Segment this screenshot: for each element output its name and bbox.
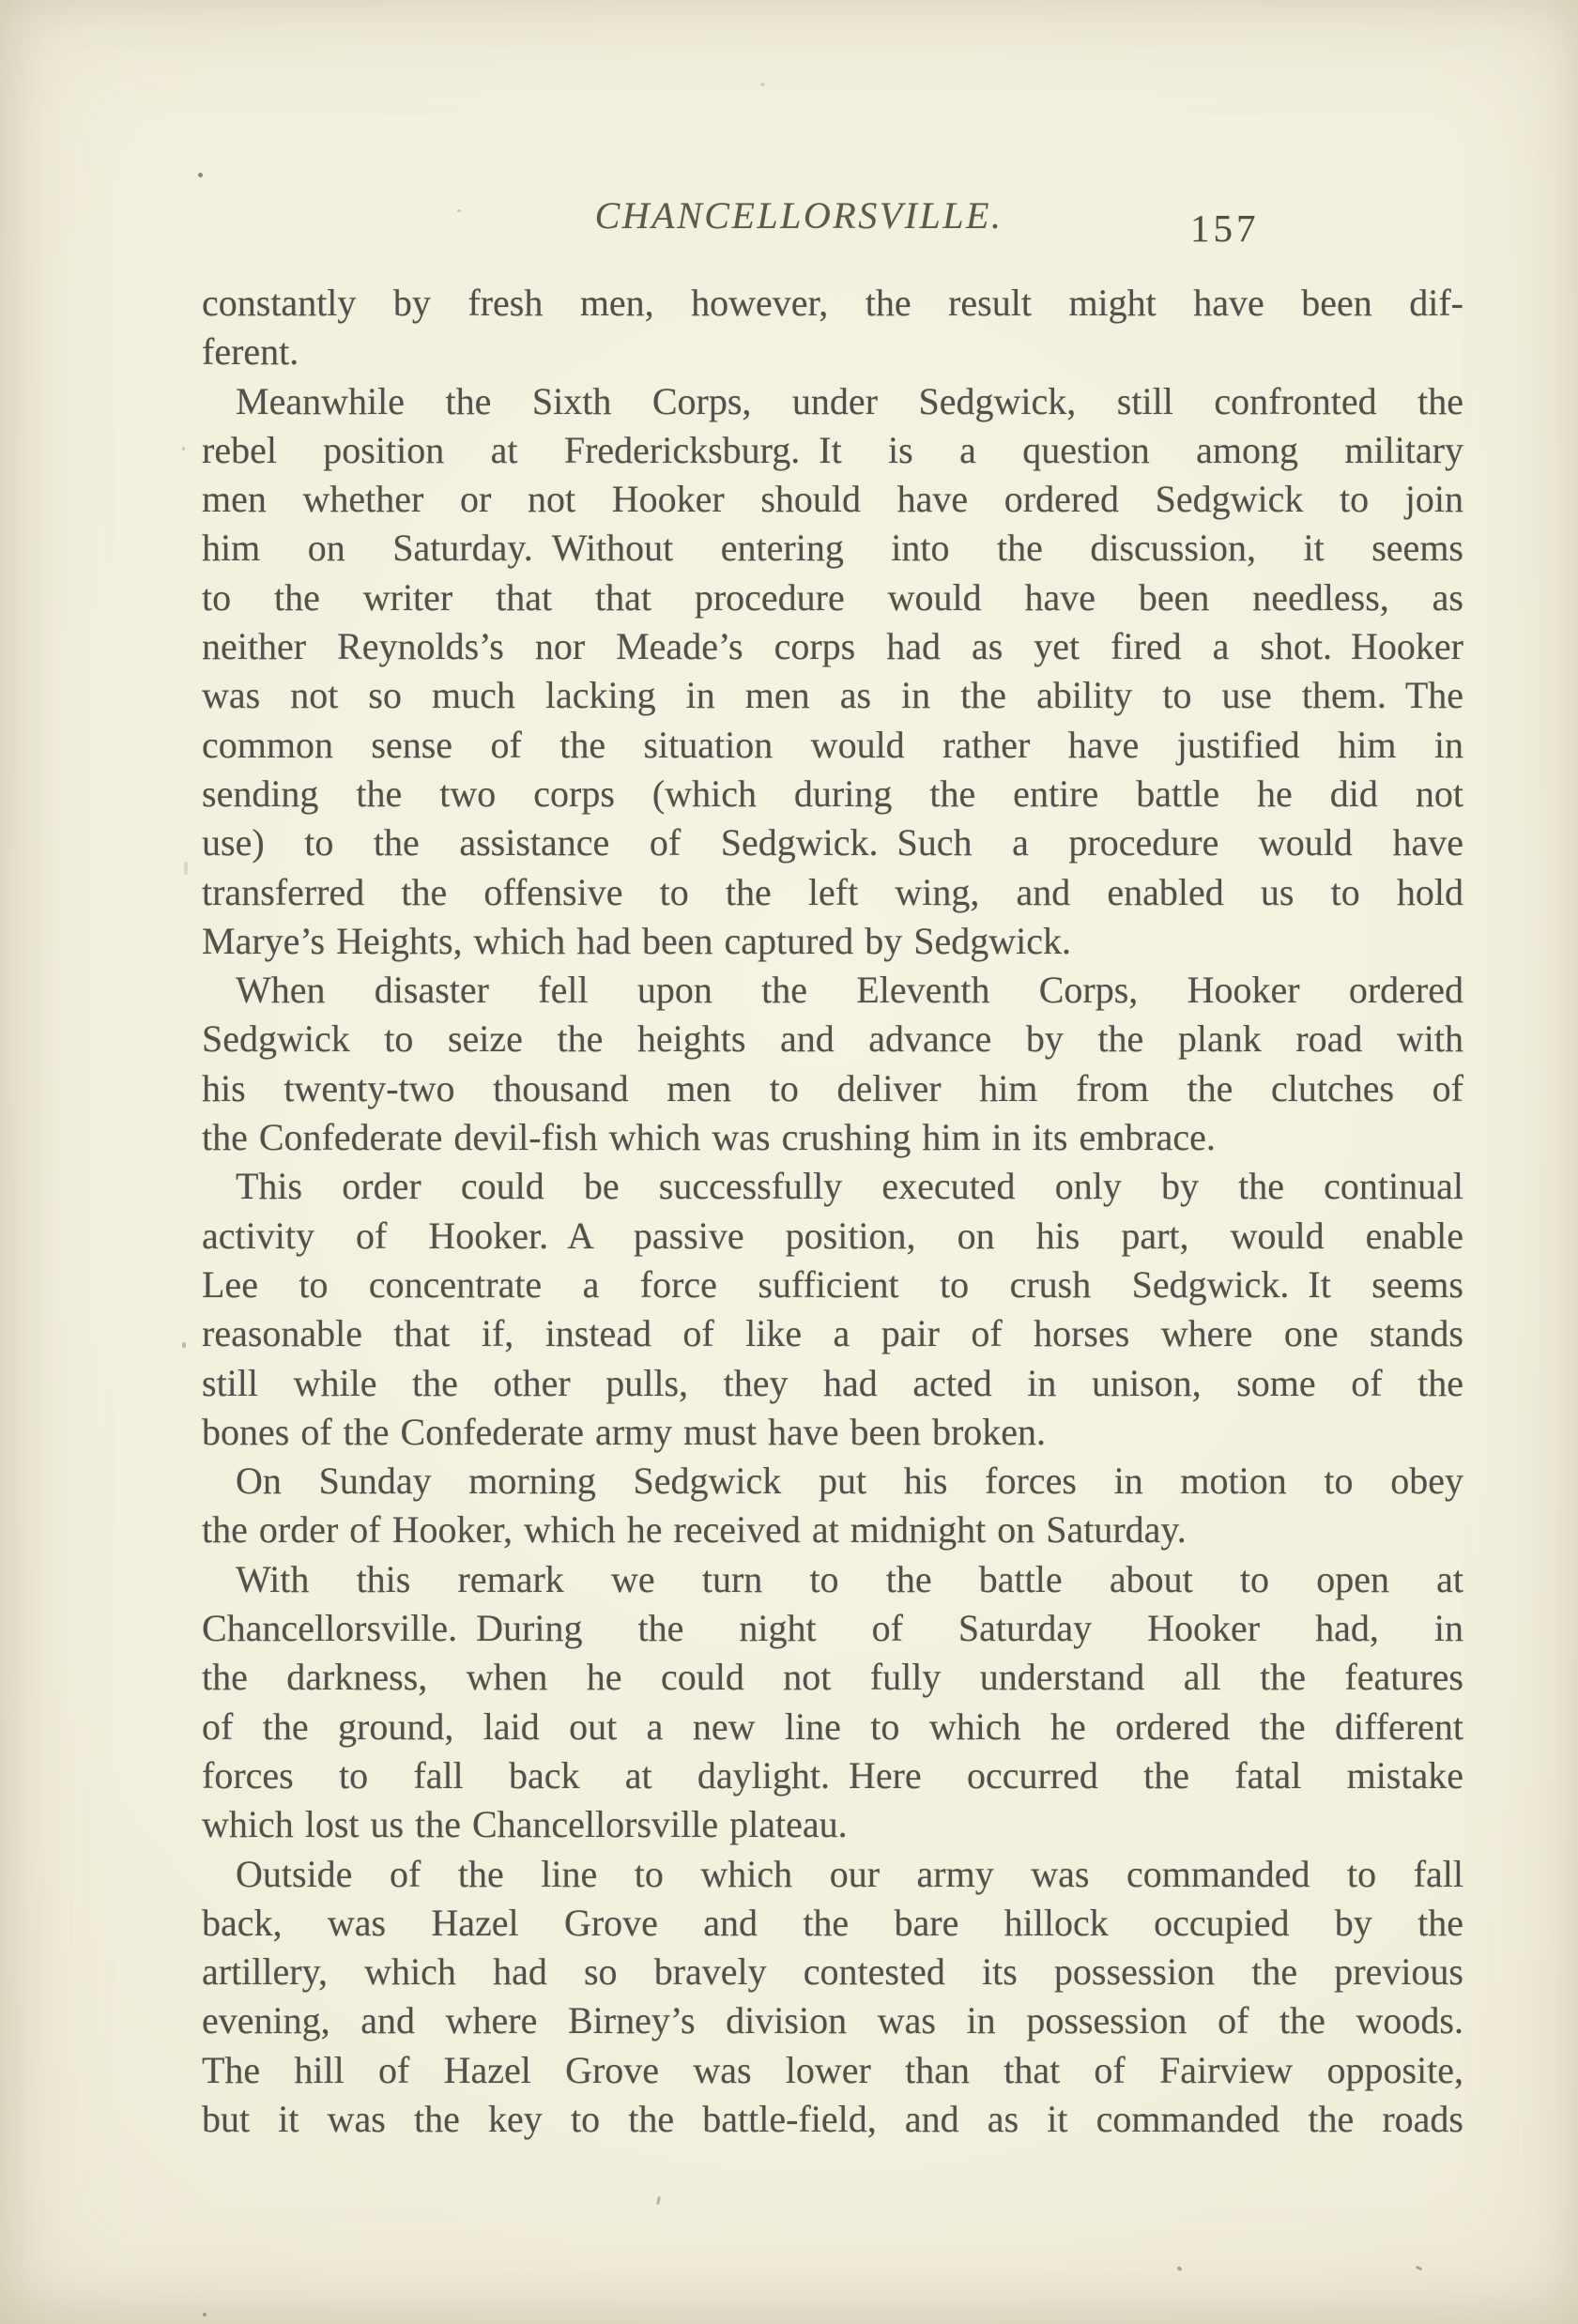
text-line: the Confederate devil-fish which was crushing him in its embrace. — [202, 1116, 1216, 1159]
paper-speck — [760, 83, 765, 86]
text-line: back, was Hazel Grove and the bare hillock occupied by the — [202, 1901, 1463, 1944]
page-number: 157 — [1190, 206, 1260, 250]
paper-speck — [182, 1342, 186, 1348]
running-title: CHANCELLORSVILLE. — [594, 194, 1003, 237]
text-line: artillery, which had so bravely contested its possession the previous — [202, 1950, 1463, 1994]
text-line: common sense of the situation would rather have justified him in — [202, 723, 1463, 766]
text-line: The hill of Hazel Grove was lower than that of Fairview opposite, — [202, 2048, 1463, 2091]
page-header — [202, 193, 1463, 242]
text-line: constantly by fresh men, however, the result might have been dif- — [202, 282, 1463, 324]
text-line: him on Saturday. Without entering into the discussion, it seems — [202, 527, 1463, 570]
text-line: men whether or not Hooker should have ordered Sedgwick to join — [202, 478, 1463, 521]
text-line: Meanwhile the Sixth Corps, under Sedgwick, still confronted the — [236, 379, 1463, 422]
text-line: This order could be successfully executed only by the continual — [236, 1165, 1463, 1208]
text-line: Lee to concentrate a force sufficient to crush Sedgwick. It seems — [202, 1262, 1463, 1306]
paper-speck — [182, 447, 185, 451]
text-line: his twenty-two thousand men to deliver him from the clutches of — [202, 1066, 1463, 1109]
text-line: to the writer that that procedure would have been needless, as — [202, 575, 1463, 619]
text-line: Sedgwick to seize the heights and advance by the plank road with — [202, 1017, 1463, 1061]
text-line: evening, and where Birney’s division was in possession of the woods. — [202, 1999, 1463, 2042]
text-line: With this remark we turn to the battle about to open at — [236, 1557, 1463, 1600]
text-line: rebel position at Fredericksburg. It is a question among military — [202, 428, 1463, 471]
text-line: sending the two corps (which during the entire battle he did not — [202, 772, 1463, 815]
paper-speck — [203, 2313, 207, 2316]
text-line: Chancellorsville. During the night of Saturday Hooker had, in — [202, 1607, 1463, 1650]
text-line: but it was the key to the battle-field, and as it commanded the roads — [202, 2097, 1463, 2140]
paper-speck — [198, 173, 203, 177]
text-line: was not so much lacking in men as in the ability to use them. The — [202, 674, 1463, 717]
text-line: which lost us the Chancellorsville plateau. — [202, 1803, 848, 1846]
text-line: the order of Hooker, which he received at midnight on Saturday. — [202, 1508, 1187, 1552]
text-line: neither Reynolds’s nor Meade’s corps had as yet fired a shot. Hooker — [202, 625, 1463, 668]
body-text — [202, 279, 1463, 2144]
text-line: Marye’s Heights, which had been captured by Sedgwick. — [202, 919, 1071, 962]
text-line: forces to fall back at daylight. Here occurred the fatal mistake — [202, 1753, 1463, 1797]
text-line: ferent. — [202, 330, 299, 374]
text-line: bones of the Confederate army must have been broken. — [202, 1410, 1047, 1453]
paper-speck — [457, 209, 461, 212]
paper-speck — [184, 862, 188, 875]
text-line: the darkness, when he could not fully understand all the features — [202, 1656, 1463, 1699]
text-line: Outside of the line to which our army was commanded to fall — [236, 1852, 1463, 1895]
text-line: still while the other pulls, they had acted in unison, some of the — [202, 1361, 1463, 1404]
text-line: transferred the offensive to the left wing, and enabled us to hold — [202, 870, 1463, 913]
text-line: of the ground, laid out a new line to which he ordered the different — [202, 1705, 1463, 1748]
text-line: When disaster fell upon the Eleventh Corps, Hooker ordered — [236, 969, 1463, 1012]
text-line: activity of Hooker. A passive position, on his part, would enable — [202, 1214, 1463, 1257]
text-line: On Sunday morning Sedgwick put his forces in motion to obey — [236, 1460, 1463, 1503]
text-line: use) to the assistance of Sedgwick. Such a procedure would have — [202, 821, 1463, 864]
text-line: reasonable that if, instead of like a pair of horses where one stands — [202, 1312, 1463, 1355]
